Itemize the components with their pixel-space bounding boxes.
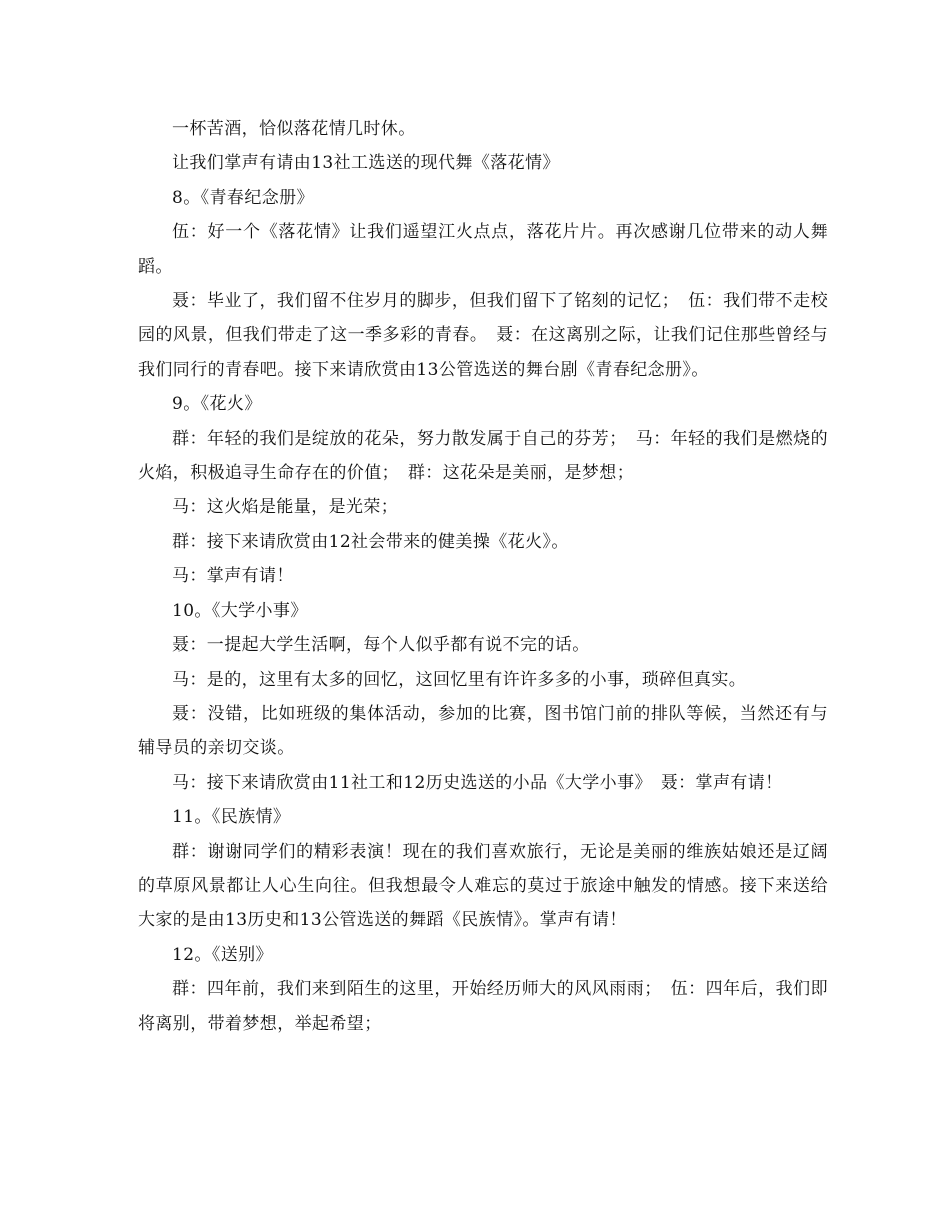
paragraph: 聂：毕业了，我们留不住岁月的脚步，但我们留下了铭刻的记忆； 伍：我们带不走校园的风景，但我们带走了这一季多彩的青春。 聂：在这离别之际，让我们记住那些曾经与我们同行的青春吧。接下来请欣赏由13公管选送的舞台剧《青春纪念册》。	[138, 291, 828, 380]
paragraph: 马：这火焰是能量，是光荣；	[172, 497, 399, 518]
paragraph: 马：掌声有请！	[172, 566, 294, 587]
section-heading: 11。《民族情》	[172, 807, 291, 828]
paragraph: 伍：好一个《落花情》让我们遥望江火点点，落花片片。再次感谢几位带来的动人舞蹈。	[138, 222, 828, 277]
paragraph: 聂：没错，比如班级的集体活动，参加的比赛，图书馆门前的排队等候，当然还有与辅导员的亲切交谈。	[138, 703, 828, 759]
section-heading: 8。《青春纪念册》	[172, 187, 314, 208]
paragraph: 马：接下来请欣赏由11社工和12历史选送的小品《大学小事》 聂：掌声有请！	[172, 772, 783, 793]
paragraph: 一杯苦酒，恰似落花情几时休。	[172, 119, 416, 139]
paragraph: 群：谢谢同学们的精彩表演！现在的我们喜欢旅行，无论是美丽的维族姑娘还是辽阔的草原风景都让人心生向往。但我想最令人难忘的莫过于旅途中触发的情感。接下来送给大家的是由13历史和13公管选送的舞蹈《民族情》。掌声有请！	[138, 841, 828, 931]
paragraph: 让我们掌声有请由13社工选送的现代舞《落花情》	[172, 153, 560, 174]
paragraph: 聂：一提起大学生活啊，每个人似乎都有说不完的话。	[172, 635, 590, 656]
section-heading: 10。《大学小事》	[172, 600, 308, 621]
paragraph: 马：是的，这里有太多的回忆，这回忆里有许许多多的小事，琐碎但真实。	[172, 669, 747, 690]
document-body	[138, 112, 828, 1041]
paragraph: 群：四年前，我们来到陌生的这里，开始经历师大的风风雨雨； 伍：四年后，我们即将离别，带着梦想，举起希望；	[138, 979, 828, 1034]
section-heading: 9。《花火》	[172, 394, 262, 415]
paragraph: 群：年轻的我们是绽放的花朵，努力散发属于自己的芬芳； 马：年轻的我们是燃烧的火焰，积极追寻生命存在的价值； 群：这花朵是美丽，是梦想；	[138, 428, 828, 484]
section-heading: 12。《送别》	[172, 944, 273, 965]
paragraph: 群：接下来请欣赏由12社会带来的健美操《花火》。	[172, 531, 569, 552]
